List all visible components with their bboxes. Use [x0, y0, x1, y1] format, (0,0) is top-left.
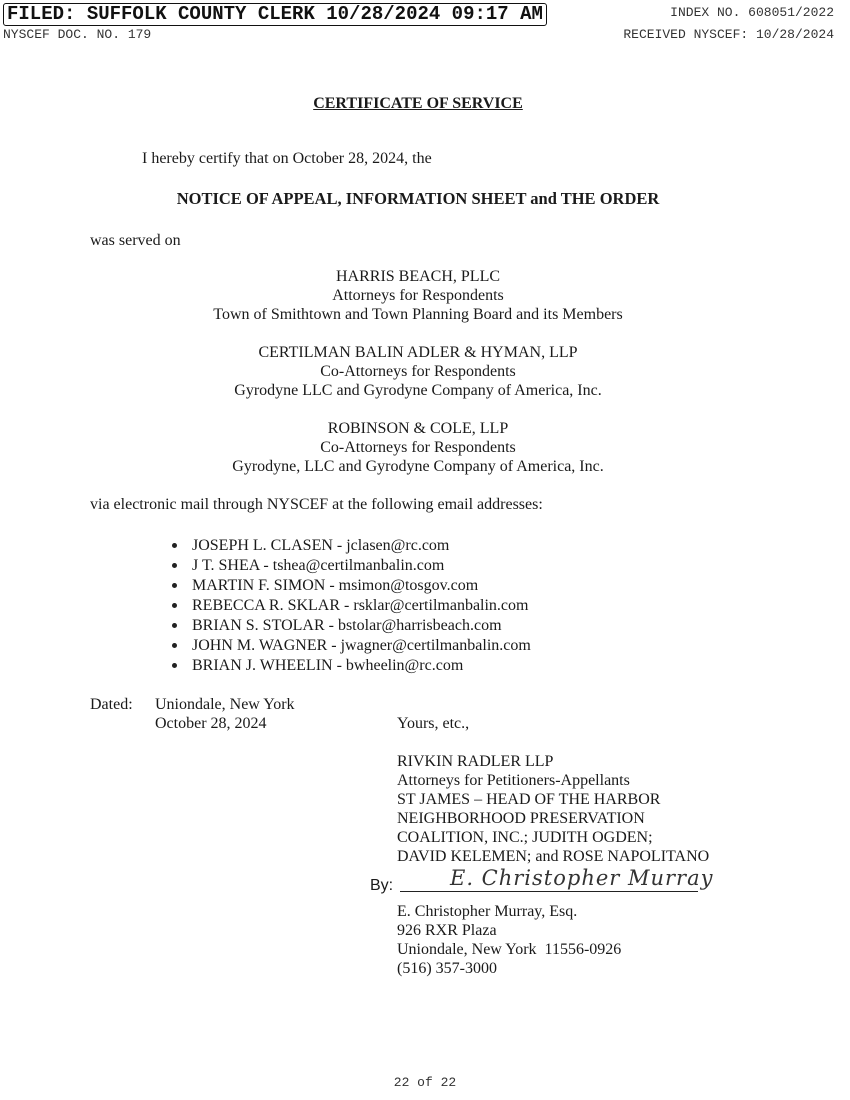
dated-label: Dated: — [90, 696, 133, 713]
received-date: RECEIVED NYSCEF: 10/28/2024 — [623, 27, 834, 42]
via-line: via electronic mail through NYSCEF at the following email addresses: — [90, 496, 543, 513]
document-title: CERTIFICATE OF SERVICE — [313, 95, 523, 112]
signature-block-line: NEIGHBORHOOD PRESERVATION — [397, 810, 645, 827]
party-firm: HARRIS BEACH, PLLC — [335, 268, 501, 285]
nyscef-doc-number: NYSCEF DOC. NO. 179 — [3, 27, 152, 42]
bullet-icon — [172, 543, 177, 548]
signer-line: Uniondale, New York 11556-0926 — [397, 941, 622, 958]
recipient-item: BRIAN S. STOLAR - bstolar@harrisbeach.com — [172, 616, 502, 635]
party-clients: Town of Smithtown and Town Planning Board and its Members — [213, 306, 623, 323]
bullet-icon — [172, 643, 177, 648]
recipient-item: JOHN M. WAGNER - jwagner@certilmanbalin.com — [172, 636, 531, 655]
signature-block-line: Attorneys for Petitioners-Appellants — [397, 772, 630, 789]
party-firm: CERTILMAN BALIN ADLER & HYMAN, LLP — [258, 344, 578, 361]
party-clients: Gyrodyne LLC and Gyrodyne Company of America, Inc. — [234, 382, 602, 399]
signature-block-line: COALITION, INC.; JUDITH OGDEN; — [397, 829, 653, 846]
recipient-item: JOSEPH L. CLASEN - jclasen@rc.com — [172, 536, 449, 555]
recipient-item: BRIAN J. WHEELIN - bwheelin@rc.com — [172, 656, 463, 675]
index-number: INDEX NO. 608051/2022 — [670, 5, 834, 20]
signature-line — [400, 891, 698, 892]
closing: Yours, etc., — [397, 715, 470, 732]
party-clients: Gyrodyne, LLC and Gyrodyne Company of America, Inc. — [232, 458, 604, 475]
signature-block-line: DAVID KELEMEN; and ROSE NAPOLITANO — [397, 848, 710, 865]
served-on: was served on — [90, 232, 181, 249]
party-role: Attorneys for Respondents — [332, 287, 504, 304]
signer-line: (516) 357-3000 — [397, 960, 497, 977]
dated-place: Uniondale, New York — [155, 696, 295, 713]
bullet-icon — [172, 563, 177, 568]
bullet-icon — [172, 583, 177, 588]
party-role: Co-Attorneys for Respondents — [320, 363, 516, 380]
page-number: 22 of 22 — [393, 1075, 457, 1090]
documents-served: NOTICE OF APPEAL, INFORMATION SHEET and THE ORDER — [176, 189, 660, 208]
dated-date: October 28, 2024 — [155, 715, 267, 732]
recipient-item: MARTIN F. SIMON - msimon@tosgov.com — [172, 576, 478, 595]
party-role: Co-Attorneys for Respondents — [320, 439, 516, 456]
bullet-icon — [172, 623, 177, 628]
bullet-icon — [172, 603, 177, 608]
bullet-icon — [172, 663, 177, 668]
by-label: By: — [370, 877, 394, 894]
signer-line: E. Christopher Murray, Esq. — [397, 903, 578, 920]
recipient-item: REBECCA R. SKLAR - rsklar@certilmanbalin.com — [172, 596, 528, 615]
recipient-item: J T. SHEA - tshea@certilmanbalin.com — [172, 556, 444, 575]
signature-block-line: ST JAMES – HEAD OF THE HARBOR — [397, 791, 661, 808]
party-firm: ROBINSON & COLE, LLP — [327, 420, 509, 437]
signature-block-line: RIVKIN RADLER LLP — [397, 753, 554, 770]
filed-stamp: FILED: SUFFOLK COUNTY CLERK 10/28/2024 09:17 AM — [3, 3, 547, 26]
signer-line: 926 RXR Plaza — [397, 922, 497, 939]
handwritten-signature: E. Christopher Murray — [450, 866, 714, 890]
certify-line: I hereby certify that on October 28, 2024, the — [142, 150, 432, 167]
